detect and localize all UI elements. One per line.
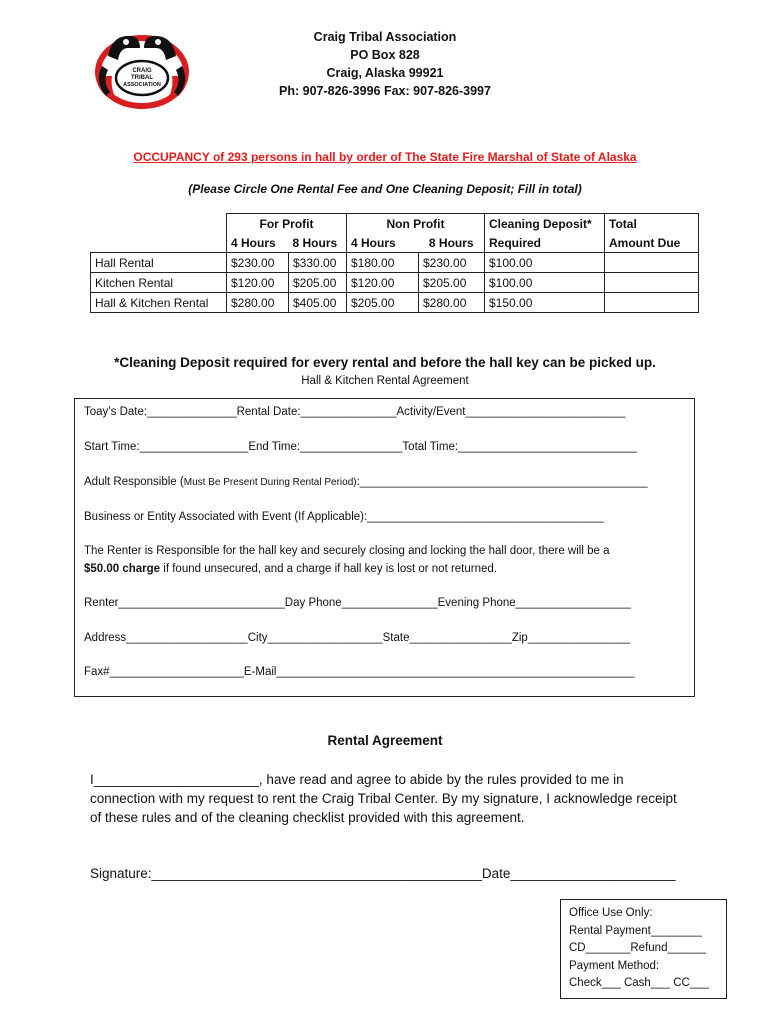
agreement-subtitle: Hall & Kitchen Rental Agreement [301,375,469,387]
fee-cell: $205.00 [419,273,485,293]
svg-text:ASSOCIATION: ASSOCIATION [123,82,161,88]
fee-cell: $180.00 [347,253,419,273]
rental-agreement-paragraph: I______________________, have read and agree to abide by the rules provided to me in connection with my request to rent the Craig Tribal Center. By my signature, I acknowledge receipt of these rules and of the cleaning checklist provided with this agreement. [90,772,677,825]
svg-text:CRAIG: CRAIG [132,68,152,74]
fee-cell: $100.00 [485,253,605,273]
cleaning-deposit-header: Cleaning Deposit* [485,214,605,234]
fee-cell: $405.00 [289,293,347,313]
np-8h-header: 8 Hours [428,235,474,250]
fee-row-label: Hall Rental [91,253,227,273]
renter-phone-line[interactable]: Renter__________________________Day Phone_______________Evening Phone__________________ [84,597,631,609]
svg-text:TRIBAL: TRIBAL [131,75,153,81]
fee-cell: $205.00 [347,293,419,313]
amount-due-cell[interactable] [605,273,699,293]
fee-cell: $230.00 [419,253,485,273]
fee-row-hall-kitchen [91,293,699,313]
payment-type-line[interactable]: Check___ Cash___ CC___ [569,977,710,989]
adult-responsible-prefix: Adult Responsible ( [84,476,184,488]
amount-due-header: Amount Due [605,233,699,253]
amount-due-cell[interactable] [605,293,699,313]
key-responsibility-text: The Renter is Responsible for the hall key and securely closing and locking the hall door, there will be a [84,545,610,557]
po-box: PO Box 828 [350,48,420,62]
np-4h-header: 4 Hours [347,233,419,253]
fee-cell: $120.00 [227,273,289,293]
fee-row-label: Kitchen Rental [91,273,227,293]
cd-refund-line[interactable]: CD_______Refund______ [569,942,706,954]
for-profit-header: For Profit [227,214,347,234]
cleaning-deposit-note: *Cleaning Deposit required for every rental and before the hall key can be picked up. [114,355,656,370]
fp-8h-header: 8 Hours [292,235,338,250]
fee-table [90,213,699,313]
fee-cell: $120.00 [347,273,419,293]
fee-cell: $100.00 [485,273,605,293]
fee-table-spacer [91,233,227,253]
adult-responsible-blank: :_____________________________________________ [356,476,648,488]
total-header: Total [605,214,699,234]
adult-responsible-note: Must Be Present During Rental Period) [183,477,357,488]
key-charge-rest: if found unsecured, and a charge if hall key is lost or not returned. [160,563,497,575]
org-city: Craig, Alaska 99921 [326,66,444,80]
times-line[interactable]: Start Time:_________________End Time:________________Total Time:____________________________ [84,441,638,453]
fee-table-corner [91,214,227,234]
dates-activity-line[interactable]: Toay’s Date:______________Rental Date:_______________Activity/Event_________________________ [84,406,626,418]
cleaning-required-header: Required [485,233,605,253]
non-profit-header: Non Profit [347,214,485,234]
key-charge-text [84,563,497,575]
payment-method-label: Payment Method: [569,959,660,972]
signature-date-line[interactable]: Signature:____________________________________________Date______________________ [90,866,676,881]
fee-cell: $280.00 [227,293,289,313]
office-use-box [560,899,727,999]
fee-cell: $150.00 [485,293,605,313]
rental-payment-line[interactable]: Rental Payment________ [569,924,702,937]
fee-row-kitchen [91,273,699,293]
fee-instructions: (Please Circle One Rental Fee and One Cleaning Deposit; Fill in total) [188,182,582,196]
fee-cell: $205.00 [289,273,347,293]
address-line[interactable]: Address___________________City__________________State________________Zip________________ [84,632,631,644]
fee-cell: $330.00 [289,253,347,273]
rental-agreement-title: Rental Agreement [327,733,443,748]
fax-email-line[interactable]: Fax#_____________________E-Mail________________________________________________________ [84,666,635,678]
business-entity-line[interactable]: Business or Entity Associated with Event (If Applicable):_____________________________________ [84,511,604,523]
fee-cell: $280.00 [419,293,485,313]
fp-4h-header: 4 Hours [227,233,289,253]
fee-row-label: Hall & Kitchen Rental [91,293,227,313]
fee-cell: $230.00 [227,253,289,273]
org-name: Craig Tribal Association [313,30,457,44]
fee-row-hall [91,253,699,273]
key-charge-amount: $50.00 charge [84,563,161,575]
occupancy-notice: OCCUPANCY of 293 persons in hall by order of The State Fire Marshal of State of Alaska [133,150,637,164]
org-phone-fax: Ph: 907-826-3996 Fax: 907-826-3997 [279,84,491,98]
office-use-title: Office Use Only: [569,907,653,919]
adult-responsible-line[interactable] [84,476,648,488]
amount-due-cell[interactable] [605,253,699,273]
